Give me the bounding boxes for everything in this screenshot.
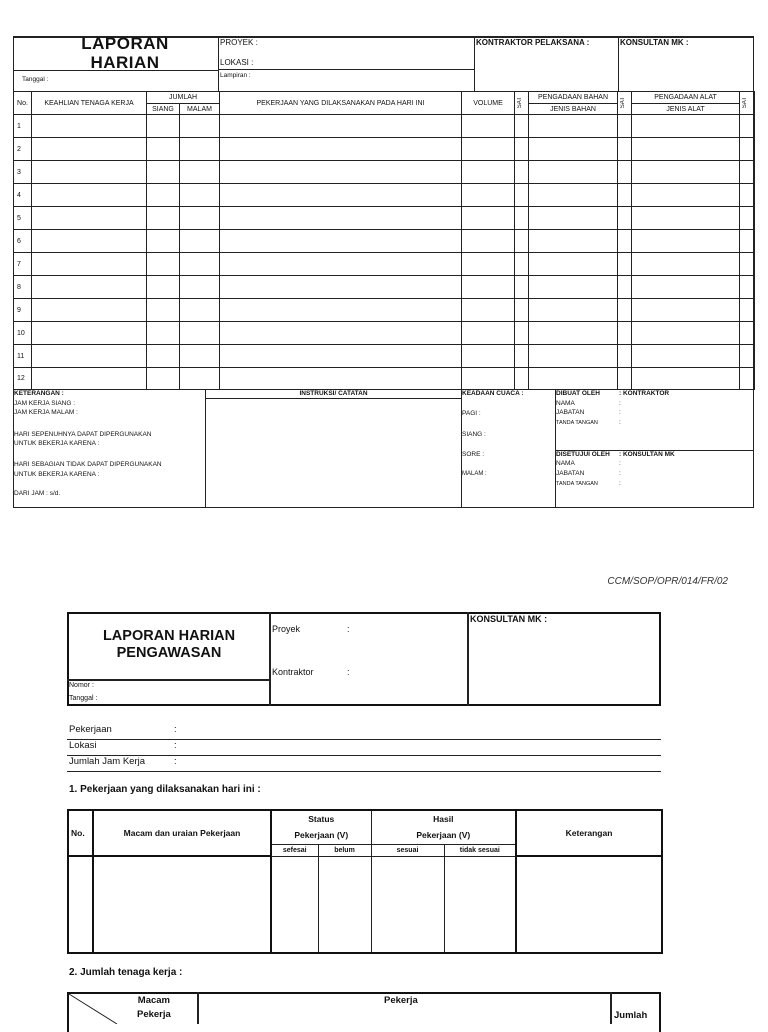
divider bbox=[474, 36, 475, 91]
table-cell bbox=[32, 138, 147, 161]
table-cell bbox=[618, 115, 632, 138]
table-cell bbox=[529, 253, 618, 276]
table-cell bbox=[462, 299, 515, 322]
underline bbox=[67, 739, 661, 740]
table-cell bbox=[147, 138, 180, 161]
table-cell bbox=[618, 276, 632, 299]
table-cell bbox=[740, 345, 755, 368]
table-cell bbox=[516, 856, 662, 953]
underline bbox=[67, 771, 661, 772]
disetujui-who: : KONSULTAN MK bbox=[619, 451, 675, 458]
hari-sebagian-2: UNTUK BEKERJA KARENA : bbox=[14, 471, 100, 478]
table-cell bbox=[529, 322, 618, 345]
colon: : bbox=[347, 624, 350, 634]
table-cell bbox=[462, 207, 515, 230]
table-cell bbox=[147, 161, 180, 184]
table-cell bbox=[515, 161, 529, 184]
table-cell bbox=[147, 299, 180, 322]
table-cell bbox=[147, 368, 180, 390]
table-cell bbox=[220, 207, 462, 230]
header-status-2: Pekerjaan (V) bbox=[271, 827, 371, 844]
table-cell bbox=[147, 276, 180, 299]
table-row bbox=[14, 230, 755, 253]
table-cell bbox=[220, 299, 462, 322]
table-cell bbox=[529, 345, 618, 368]
colon: : bbox=[347, 667, 350, 677]
table-cell bbox=[32, 207, 147, 230]
table-cell bbox=[32, 368, 147, 390]
table-row bbox=[14, 253, 755, 276]
table-cell bbox=[632, 161, 740, 184]
table-cell bbox=[180, 345, 220, 368]
colon: : bbox=[174, 724, 177, 735]
sat-text: SAT bbox=[517, 97, 524, 109]
cuaca-malam: MALAM : bbox=[462, 471, 487, 477]
table-cell bbox=[147, 115, 180, 138]
table-cell bbox=[740, 161, 755, 184]
cuaca-title: KEADAAN CUACA : bbox=[462, 390, 524, 397]
divider bbox=[461, 389, 462, 508]
row-number: 1 bbox=[14, 115, 32, 138]
colon: : bbox=[174, 740, 177, 751]
table-cell bbox=[632, 207, 740, 230]
row-number: 7 bbox=[14, 253, 32, 276]
table-cell bbox=[632, 115, 740, 138]
table-cell bbox=[147, 207, 180, 230]
table-cell bbox=[632, 184, 740, 207]
table-cell bbox=[180, 161, 220, 184]
table-cell bbox=[740, 184, 755, 207]
table-cell bbox=[32, 345, 147, 368]
title-line: LAPORAN HARIAN bbox=[102, 628, 236, 644]
kontraktor-label: KONTRAKTOR PELAKSANA : bbox=[476, 38, 590, 47]
table-cell bbox=[180, 230, 220, 253]
table-cell bbox=[147, 253, 180, 276]
table-row bbox=[14, 138, 755, 161]
table-cell bbox=[740, 138, 755, 161]
dibuat-title: DIBUAT OLEH bbox=[556, 390, 600, 397]
table-cell bbox=[371, 856, 444, 953]
table-cell bbox=[632, 299, 740, 322]
dibuat-ttd: TANDA TANGAN bbox=[556, 420, 598, 426]
row-number: 8 bbox=[14, 276, 32, 299]
header-line: Macam bbox=[137, 995, 171, 1006]
table-cell bbox=[147, 230, 180, 253]
table-cell bbox=[740, 276, 755, 299]
table-cell bbox=[515, 276, 529, 299]
table-row bbox=[14, 115, 755, 138]
header-status: Status bbox=[271, 810, 371, 827]
table-cell bbox=[444, 856, 516, 953]
header-sat bbox=[618, 92, 632, 115]
header-pekerjaan: PEKERJAAN YANG DILAKSANAKAN PADA HARI INI bbox=[220, 92, 462, 115]
table-cell bbox=[618, 368, 632, 390]
table-cell bbox=[318, 856, 371, 953]
form2-title bbox=[69, 628, 269, 662]
form1-title bbox=[70, 34, 180, 72]
cuaca-sore: SORE : bbox=[462, 451, 485, 458]
table-cell bbox=[632, 230, 740, 253]
colon: : bbox=[619, 480, 621, 487]
table-cell bbox=[529, 276, 618, 299]
table-cell bbox=[462, 322, 515, 345]
table-cell bbox=[220, 161, 462, 184]
header-volume: VOLUME bbox=[462, 92, 515, 115]
proyek-label: Proyek bbox=[272, 624, 301, 634]
table-cell bbox=[515, 184, 529, 207]
table-cell bbox=[180, 115, 220, 138]
dari-jam: DARI JAM : s/d. bbox=[14, 490, 61, 497]
header-keahlian: KEAHLIAN TENAGA KERJA bbox=[32, 92, 147, 115]
table-cell bbox=[180, 276, 220, 299]
table-cell bbox=[462, 230, 515, 253]
header-belum: belum bbox=[318, 844, 371, 856]
konsultan-label: KONSULTAN MK : bbox=[470, 614, 548, 624]
work-done-table bbox=[67, 809, 663, 954]
row-number: 10 bbox=[14, 322, 32, 345]
proyek-label: PROYEK : bbox=[220, 38, 258, 47]
title-line: LAPORAN bbox=[81, 34, 169, 53]
pekerjaan-label: Pekerjaan bbox=[69, 724, 112, 735]
hari-penuh-2: UNTUK BEKERJA KARENA : bbox=[14, 440, 100, 447]
header-macam: Macam dan uraian Pekerjaan bbox=[93, 810, 271, 856]
table-cell bbox=[740, 115, 755, 138]
table-cell bbox=[32, 276, 147, 299]
header-jenis-bahan: JENIS BAHAN bbox=[529, 104, 618, 115]
disetujui-nama: NAMA bbox=[556, 460, 575, 467]
divider bbox=[218, 36, 219, 91]
table-cell bbox=[632, 345, 740, 368]
table-cell bbox=[529, 207, 618, 230]
colon: : bbox=[619, 419, 621, 426]
table-cell bbox=[618, 322, 632, 345]
dibuat-who: : KONTRAKTOR bbox=[619, 390, 670, 397]
table-cell bbox=[618, 138, 632, 161]
table-cell bbox=[529, 138, 618, 161]
diagonal-line bbox=[67, 992, 199, 1024]
lokasi-label: Lokasi bbox=[69, 740, 97, 751]
daily-work-table bbox=[13, 91, 755, 390]
colon: : bbox=[619, 400, 621, 407]
table-cell bbox=[462, 115, 515, 138]
lampiran-label: Lampiran : bbox=[220, 72, 251, 79]
table-cell bbox=[220, 276, 462, 299]
bottom-border bbox=[13, 507, 754, 508]
section1-heading: 1. Pekerjaan yang dilaksanakan hari ini : bbox=[69, 784, 261, 795]
table-cell bbox=[32, 230, 147, 253]
table-cell bbox=[180, 322, 220, 345]
colon: : bbox=[619, 470, 621, 477]
table-cell bbox=[515, 138, 529, 161]
table-row bbox=[14, 276, 755, 299]
colon: : bbox=[619, 409, 621, 416]
table-cell bbox=[740, 207, 755, 230]
keterangan-title: KETERANGAN : bbox=[14, 390, 64, 397]
table-cell bbox=[618, 345, 632, 368]
header-no: No. bbox=[14, 92, 32, 115]
header-siang: SIANG bbox=[147, 104, 180, 115]
table-cell bbox=[220, 138, 462, 161]
nomor-label: Nomor : bbox=[69, 682, 94, 689]
row-number: 5 bbox=[14, 207, 32, 230]
cuaca-pagi: PAGI : bbox=[462, 410, 481, 417]
tanggal-label: Tanggal : bbox=[22, 76, 49, 83]
table-cell bbox=[515, 368, 529, 390]
table-cell bbox=[180, 253, 220, 276]
row-number: 3 bbox=[14, 161, 32, 184]
table-cell bbox=[462, 138, 515, 161]
header-hasil-2: Pekerjaan (V) bbox=[371, 827, 516, 844]
dibuat-jabatan: JABATAN bbox=[556, 409, 585, 416]
table-cell bbox=[220, 115, 462, 138]
row-number: 9 bbox=[14, 299, 32, 322]
document-code: CCM/SOP/OPR/014/FR/02 bbox=[607, 576, 728, 587]
table-cell bbox=[515, 230, 529, 253]
table-cell bbox=[462, 276, 515, 299]
table-cell bbox=[632, 368, 740, 390]
section2-heading: 2. Jumlah tenaga kerja : bbox=[69, 967, 183, 978]
table-row bbox=[14, 184, 755, 207]
title-line: HARIAN bbox=[90, 53, 160, 72]
divider bbox=[269, 612, 271, 706]
header-pekerja: Pekerja bbox=[384, 995, 418, 1006]
jam-malam: JAM KERJA MALAM : bbox=[14, 409, 78, 416]
header-malam: MALAM bbox=[180, 104, 220, 115]
table-cell bbox=[32, 253, 147, 276]
divider bbox=[610, 992, 612, 1024]
header-jumlah: Jumlah bbox=[614, 1010, 648, 1021]
title-line: PENGAWASAN bbox=[116, 645, 222, 661]
table-cell bbox=[32, 161, 147, 184]
table-cell bbox=[529, 161, 618, 184]
table-cell bbox=[462, 161, 515, 184]
konsultan-label: KONSULTAN MK : bbox=[620, 38, 689, 47]
table-cell bbox=[220, 368, 462, 390]
table-cell bbox=[180, 207, 220, 230]
table-cell bbox=[529, 230, 618, 253]
header-selesai: sefesai bbox=[271, 844, 318, 856]
table-cell bbox=[462, 184, 515, 207]
table-cell bbox=[632, 138, 740, 161]
table-cell bbox=[740, 299, 755, 322]
colon: : bbox=[619, 460, 621, 467]
table-cell bbox=[740, 230, 755, 253]
row-number: 6 bbox=[14, 230, 32, 253]
divider bbox=[618, 36, 619, 91]
kontraktor-label: Kontraktor bbox=[272, 667, 314, 677]
header-hasil: Hasil bbox=[371, 810, 516, 827]
divider bbox=[467, 612, 469, 706]
header-keterangan: Keterangan bbox=[516, 810, 662, 856]
table-row bbox=[14, 299, 755, 322]
hari-sebagian: HARI SEBAGIAN TIDAK DAPAT DIPERGUNAKAN bbox=[14, 461, 162, 468]
table-cell bbox=[529, 299, 618, 322]
table-cell bbox=[147, 345, 180, 368]
table-cell bbox=[271, 856, 318, 953]
table-cell bbox=[220, 345, 462, 368]
row-number: 11 bbox=[14, 345, 32, 368]
table-cell bbox=[462, 345, 515, 368]
table-cell bbox=[740, 322, 755, 345]
table-cell bbox=[180, 138, 220, 161]
table-row bbox=[14, 345, 755, 368]
lokasi-label: LOKASI : bbox=[220, 58, 254, 67]
row-number: 4 bbox=[14, 184, 32, 207]
hari-penuh: HARI SEPENUHNYA DAPAT DIPERGUNAKAN bbox=[14, 431, 152, 438]
disetujui-jabatan: JABATAN bbox=[556, 470, 585, 477]
table-cell bbox=[740, 253, 755, 276]
dibuat-nama: NAMA bbox=[556, 400, 575, 407]
header-jumlah: JUMLAH bbox=[147, 92, 220, 104]
divider bbox=[67, 679, 270, 681]
jam-kerja-label: Jumlah Jam Kerja bbox=[69, 756, 146, 767]
header-pengadaan-bahan: PENGADAAN BAHAN bbox=[529, 92, 618, 104]
table-cell bbox=[462, 368, 515, 390]
header-sesuai: sesuai bbox=[371, 844, 444, 856]
header-no: No. bbox=[68, 810, 93, 856]
table-cell bbox=[515, 115, 529, 138]
table-cell bbox=[32, 322, 147, 345]
table-cell bbox=[515, 345, 529, 368]
header-sat bbox=[515, 92, 529, 115]
table-row bbox=[14, 161, 755, 184]
table-cell bbox=[618, 184, 632, 207]
table-cell bbox=[180, 299, 220, 322]
sat-text: SAT bbox=[620, 97, 627, 109]
header-sat bbox=[740, 92, 755, 115]
table-cell bbox=[220, 184, 462, 207]
table-cell bbox=[220, 253, 462, 276]
divider bbox=[205, 398, 461, 399]
table-cell bbox=[68, 856, 93, 953]
divider bbox=[205, 389, 206, 508]
table-cell bbox=[618, 207, 632, 230]
jam-siang: JAM KERJA SIANG : bbox=[14, 400, 76, 407]
table-cell bbox=[515, 322, 529, 345]
table-cell bbox=[220, 230, 462, 253]
colon: : bbox=[174, 756, 177, 767]
sat-text: SAT bbox=[742, 97, 749, 109]
table-cell bbox=[618, 230, 632, 253]
table-cell bbox=[632, 322, 740, 345]
table-cell bbox=[32, 299, 147, 322]
table-cell bbox=[180, 368, 220, 390]
header-line: Pekerja bbox=[137, 1009, 171, 1020]
tanggal-label: Tanggal : bbox=[69, 695, 98, 702]
table-row bbox=[14, 322, 755, 345]
header-jenis-alat: JENIS ALAT bbox=[632, 104, 740, 115]
header-tidak-sesuai: tidak sesuai bbox=[444, 844, 516, 856]
row-number: 2 bbox=[14, 138, 32, 161]
cuaca-siang: SIANG : bbox=[462, 431, 486, 438]
row-number: 12 bbox=[14, 368, 32, 390]
underline bbox=[67, 755, 661, 756]
table-cell bbox=[93, 856, 271, 953]
table-row bbox=[14, 207, 755, 230]
table-cell bbox=[220, 322, 462, 345]
table-cell bbox=[147, 322, 180, 345]
disetujui-ttd: TANDA TANGAN bbox=[556, 481, 598, 487]
table-cell bbox=[529, 368, 618, 390]
table-cell bbox=[740, 368, 755, 390]
table-cell bbox=[632, 253, 740, 276]
table-cell bbox=[618, 253, 632, 276]
table-cell bbox=[515, 207, 529, 230]
table-cell bbox=[515, 253, 529, 276]
table-cell bbox=[32, 115, 147, 138]
table-cell bbox=[632, 276, 740, 299]
table-cell bbox=[147, 184, 180, 207]
table-cell bbox=[618, 161, 632, 184]
table-cell bbox=[618, 299, 632, 322]
table-cell bbox=[529, 184, 618, 207]
table-cell bbox=[180, 184, 220, 207]
table-cell bbox=[462, 253, 515, 276]
table-cell bbox=[515, 299, 529, 322]
table-cell bbox=[529, 115, 618, 138]
divider bbox=[218, 69, 474, 70]
header-pengadaan-alat: PENGADAAN ALAT bbox=[632, 92, 740, 104]
header-macam-pekerja bbox=[137, 994, 171, 1022]
instruksi-title: INSTRUKSI/ CATATAN bbox=[299, 390, 368, 397]
table-cell bbox=[32, 184, 147, 207]
table-row bbox=[14, 368, 755, 390]
disetujui-title: DISETUJUI OLEH bbox=[556, 451, 610, 458]
